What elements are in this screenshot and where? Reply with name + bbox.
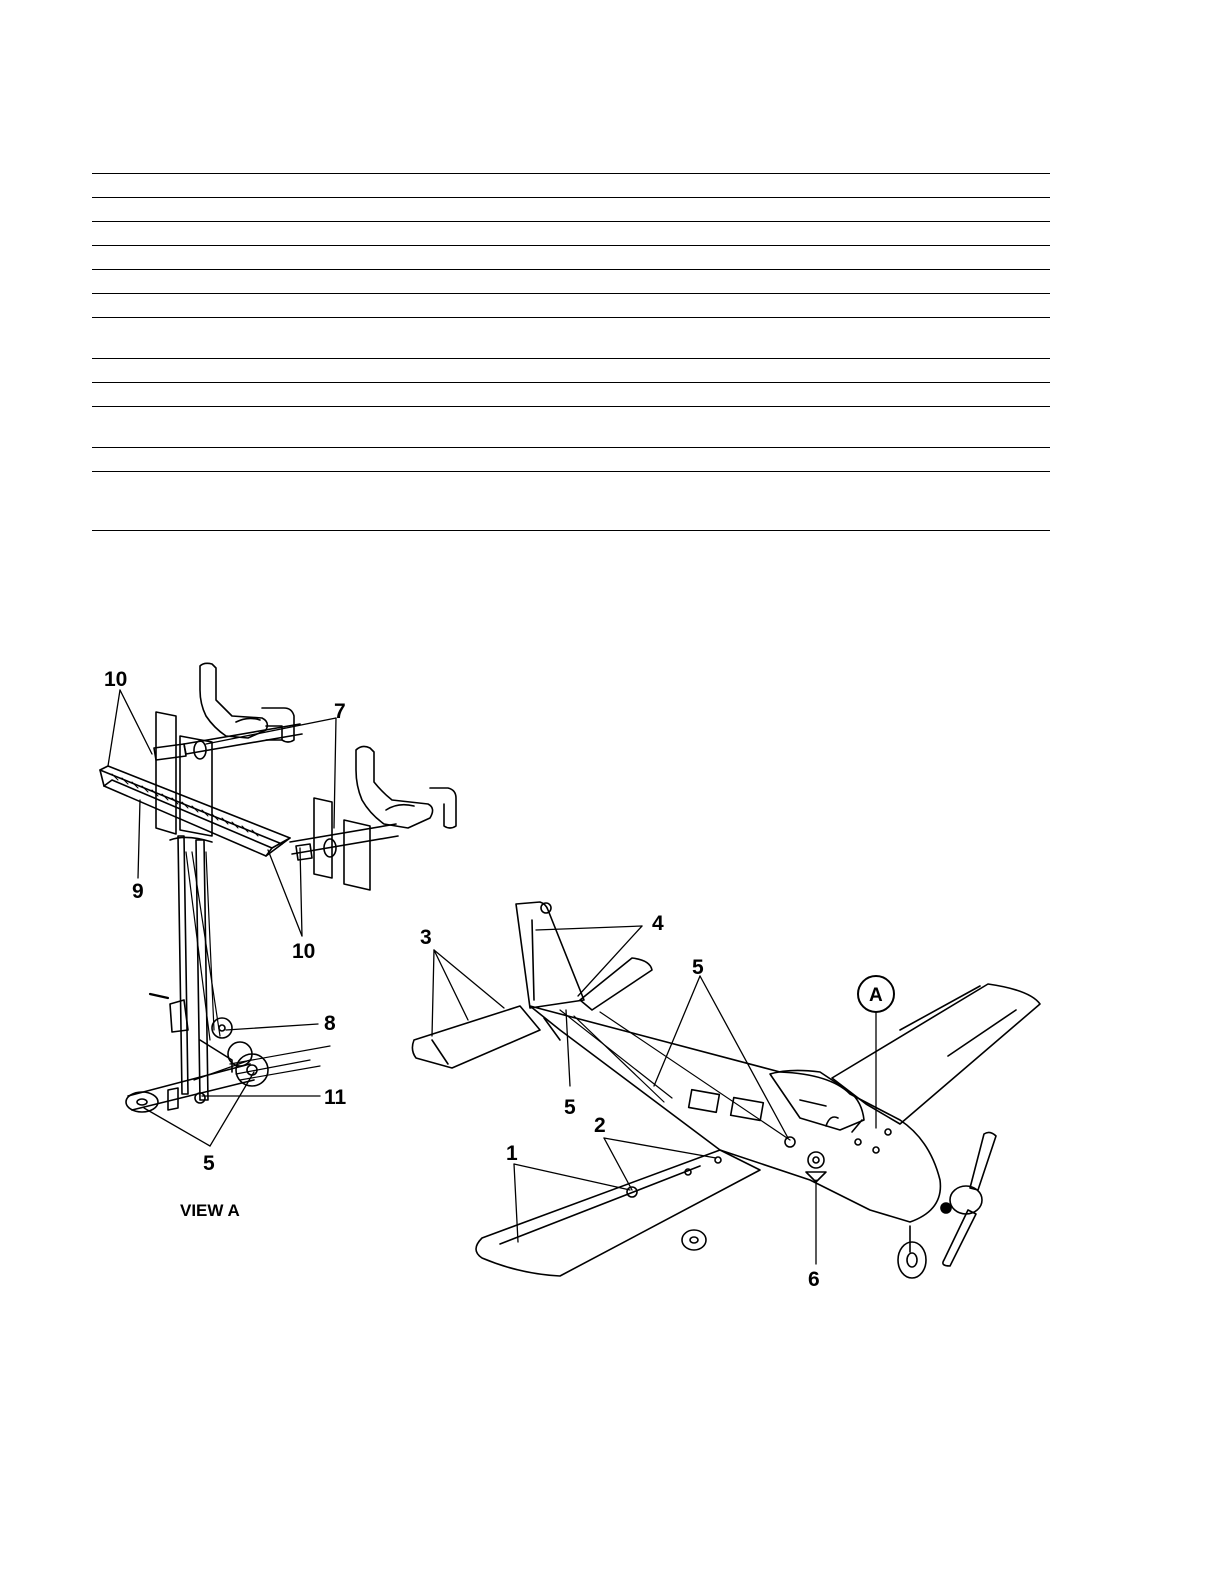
view-a-drawing bbox=[100, 663, 456, 1146]
callout-label: 1 bbox=[506, 1142, 518, 1165]
callout-label: 10 bbox=[104, 668, 128, 691]
callout-label: 6 bbox=[808, 1268, 820, 1291]
callout-label: 8 bbox=[324, 1012, 336, 1035]
callout-label: 4 bbox=[652, 912, 664, 935]
callout-label: 11 bbox=[324, 1086, 347, 1109]
callout-label: 7 bbox=[334, 700, 346, 723]
callout-label: 3 bbox=[420, 926, 432, 949]
callout-label: 5 bbox=[564, 1096, 576, 1119]
callout-label: 2 bbox=[594, 1114, 606, 1137]
view-a-title: VIEW A bbox=[180, 1201, 240, 1220]
callout-label: 5 bbox=[692, 956, 704, 979]
callout-label: 5 bbox=[203, 1152, 215, 1175]
callout-label: 9 bbox=[132, 880, 144, 903]
view-a-callouts bbox=[104, 668, 347, 1220]
detail-ref-label: A bbox=[869, 985, 883, 1006]
aircraft-drawing bbox=[412, 902, 1040, 1278]
callout-label: 10 bbox=[292, 940, 316, 963]
